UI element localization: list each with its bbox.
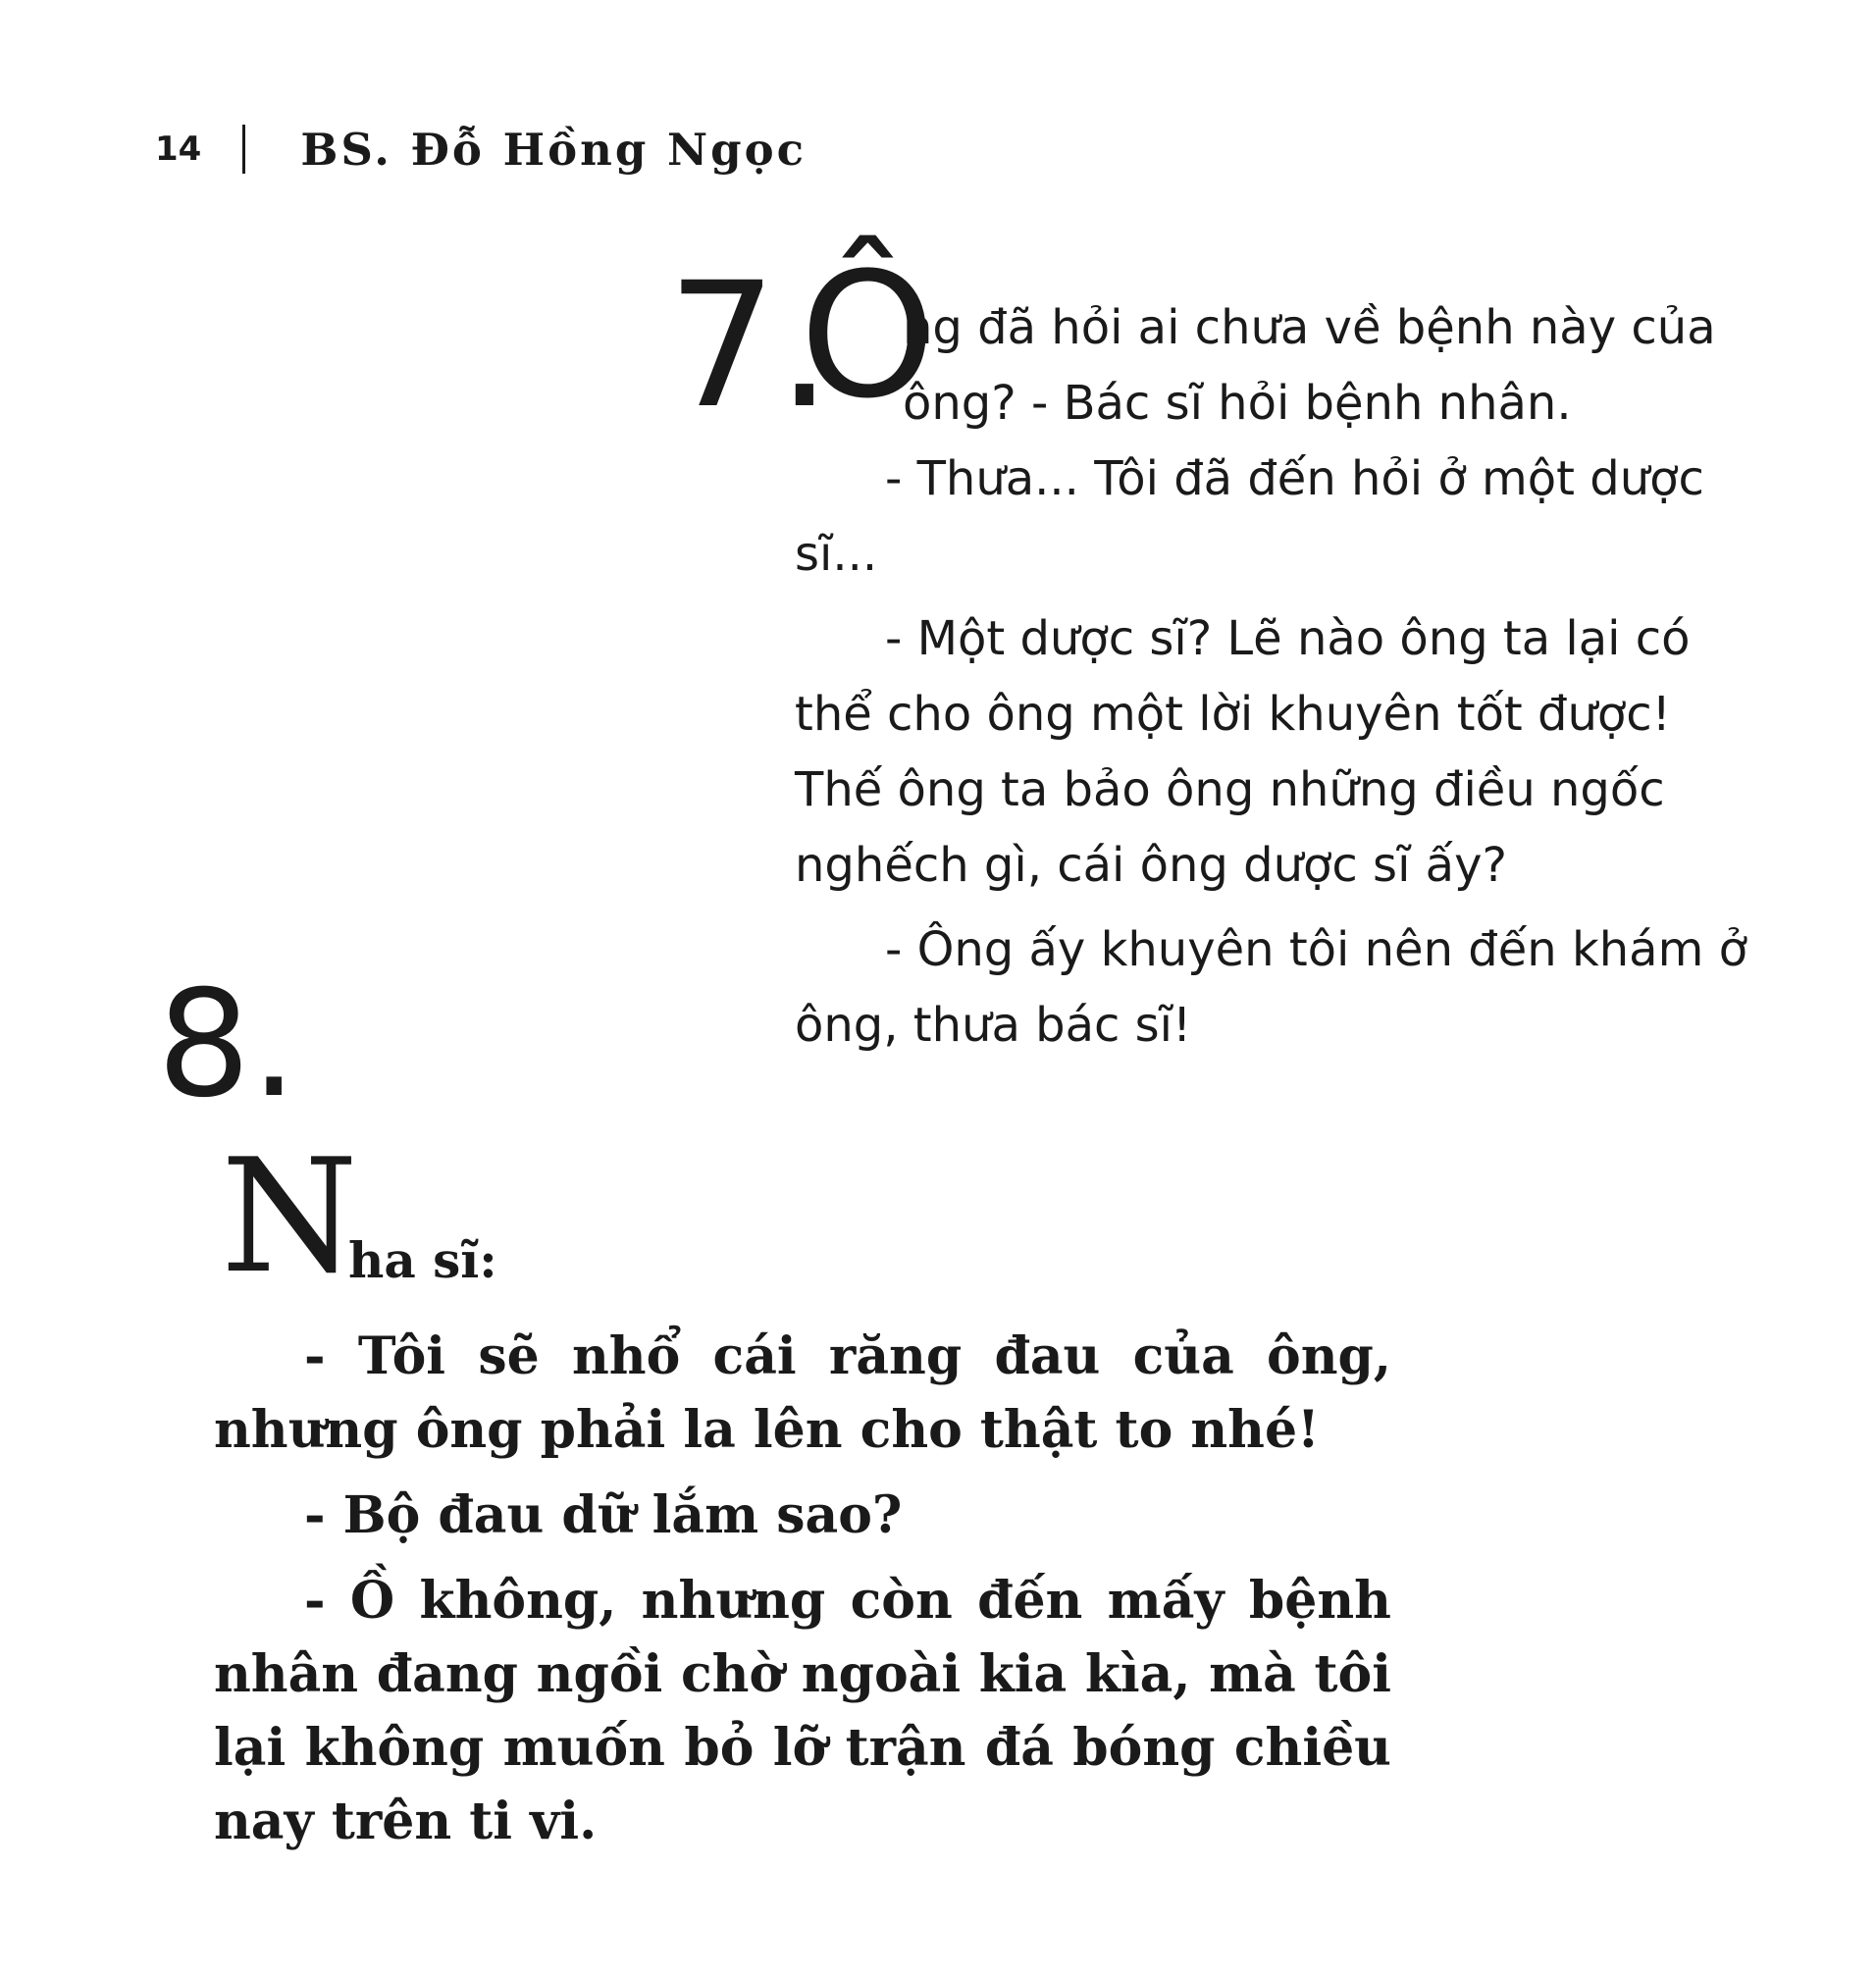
dialogue-line: - Một dược sĩ? Lẽ nào ông ta lại có thể cho ông một lời khuyên tốt được! Thế ông ta bảo ông những điều ngốc nghếch gì, cái ông dược sĩ ấy?: [795, 611, 1691, 893]
dialogue: [214, 1320, 1391, 1870]
opening-line: ha sĩ:: [348, 1231, 497, 1289]
dialogue-line: - Thưa... Tôi đã đến hỏi ở một dược sĩ...: [795, 451, 1704, 582]
opening-line-1: ng đã hỏi ai chưa về bệnh này của: [903, 300, 1716, 355]
drop-cap: N: [221, 1124, 358, 1308]
running-head-author: BS. Đỗ Hồng Ngọc: [300, 123, 807, 176]
dialogue-line: - Bộ đau dữ lắm sao?: [304, 1485, 903, 1545]
header-divider: [242, 125, 245, 174]
dialogue-line: - Tôi sẽ nhổ cái răng đau của ông, nhưng ông phải la lên cho thật to nhé!: [214, 1326, 1391, 1460]
dialogue-line: - Ông ấy khuyên tôi nên đến khám ở ông, thưa bác sĩ!: [795, 922, 1747, 1053]
joke-number: 7.: [667, 245, 832, 446]
opening-lines: [903, 290, 1756, 442]
joke-number: 8.: [157, 960, 298, 1130]
dialogue-line: - Ồ không, nhưng còn đến mấy bệnh nhân đang ngồi chờ ngoài kia kìa, mà tôi lại không muốn bỏ lỡ trận đá bóng chiều nay trên ti vi.: [214, 1571, 1391, 1851]
dialogue: [795, 442, 1756, 1072]
page-header: [155, 120, 807, 179]
page-number: 14: [155, 130, 202, 169]
drop-cap: Ô: [800, 235, 936, 437]
opening-line-2: ông? - Bác sĩ hỏi bệnh nhân.: [903, 376, 1572, 431]
